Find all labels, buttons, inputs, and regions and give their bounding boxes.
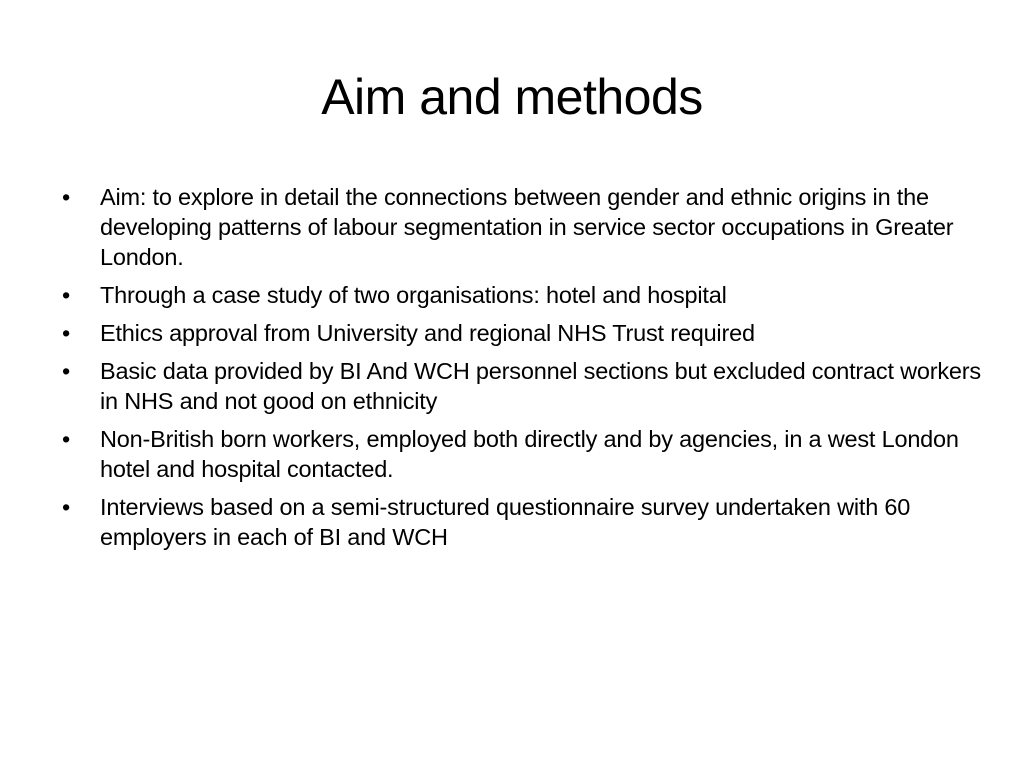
bullet-text: Basic data provided by BI And WCH personnel sections but excluded contract workers in NHS and not good on ethnicity (100, 358, 981, 414)
bullet-icon: • (62, 184, 71, 210)
bullet-item-workers (62, 424, 982, 484)
bullet-icon: • (62, 494, 71, 520)
bullet-item-case-study (62, 280, 982, 310)
bullet-text: Aim: to explore in detail the connections between gender and ethnic origins in the developing patterns of labour segmentation in service sector occupations in Greater London. (100, 184, 954, 270)
bullet-icon: • (62, 282, 71, 308)
bullet-text: Through a case study of two organisations: hotel and hospital (100, 282, 727, 308)
bullet-list (62, 182, 982, 560)
bullet-item-ethics (62, 318, 982, 348)
bullet-icon: • (62, 358, 71, 384)
bullet-icon: • (62, 320, 71, 346)
bullet-text: Ethics approval from University and regional NHS Trust required (100, 320, 755, 346)
bullet-item-interviews (62, 492, 982, 552)
bullet-text: Non-British born workers, employed both directly and by agencies, in a west London hotel and hospital contacted. (100, 426, 959, 482)
bullet-icon: • (62, 426, 71, 452)
bullet-item-aim (62, 182, 982, 272)
bullet-item-basic-data (62, 356, 982, 416)
slide-title: Aim and methods (321, 69, 703, 125)
bullet-text: Interviews based on a semi-structured questionnaire survey undertaken with 60 employers in each of BI and WCH (100, 494, 911, 550)
